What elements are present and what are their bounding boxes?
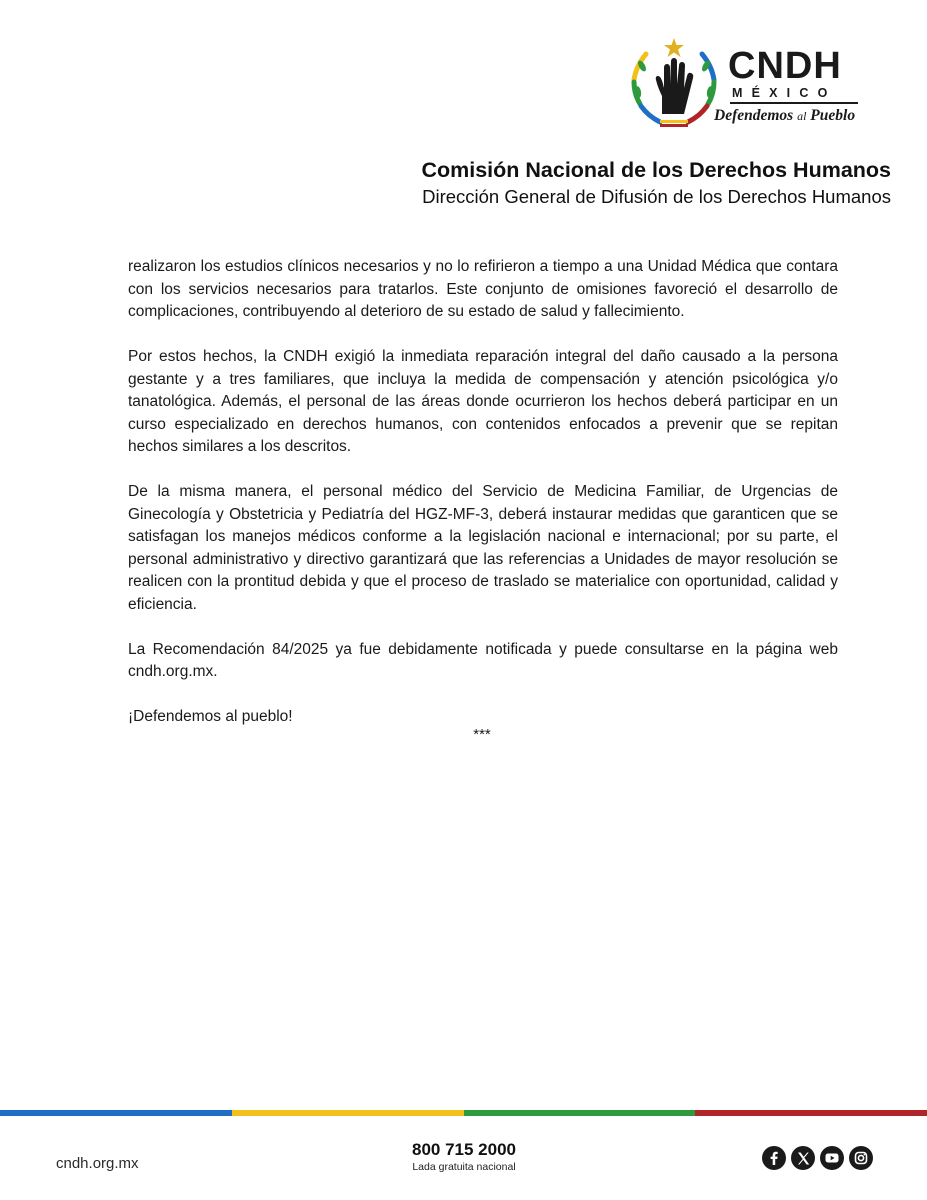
footer-url-link[interactable]: cndh.org.mx — [56, 1155, 139, 1172]
logo-motto — [714, 106, 864, 126]
logo-country: MÉXICO — [732, 86, 837, 100]
footer-phone-note: Lada gratuita nacional — [412, 1161, 516, 1173]
instagram-icon[interactable] — [849, 1146, 873, 1170]
motto-part-1: Defendemos — [714, 107, 794, 124]
motto-part-2: al — [797, 109, 807, 123]
footer-color-bar — [0, 1110, 927, 1116]
paragraph-2: Por estos hechos, la CNDH exigió la inmediata reparación integral del daño causado a la persona gestante y a tres familiares, que incluya la medida de compensación y atención psicológica y/o tanatológica. Además, el personal de las áreas donde ocurrieron los hechos deberá participar en un curso especializado en derechos humanos, con contenidos enfocados a prevenir que se repitan hechos similares a los descritos. — [128, 348, 838, 455]
x-icon[interactable] — [791, 1146, 815, 1170]
logo-name: CNDH — [728, 45, 842, 87]
facebook-icon[interactable] — [762, 1146, 786, 1170]
cndh-logo — [624, 36, 860, 132]
paragraph-1: realizaron los estudios clínicos necesarios y no lo refirieron a tiempo a una Unidad Médica que contara con los servicios necesarios para tratarlos. Este conjunto de omisiones favoreció el desarrollo de complicaciones, contribuyendo al deterioro de su estado de salud y fallecimiento. — [128, 258, 838, 320]
hand-emblem-icon — [624, 36, 724, 132]
paragraph-3: De la misma manera, el personal médico del Servicio de Medicina Familiar, de Urgencias de Ginecología y Obstetricia y Pediatría del HGZ-MF-3, deberá instaurar medidas que garanticen que se satisfagan los manejos médicos conforme a la legislación nacional e internacional; por su parte, el personal administrativo y directivo garantizará que las referencias a Unidades de mayor resolución se realicen con la prontitud debida y que el proceso de traslado se materialice con oportunidad, calidad y eficiencia. — [128, 483, 838, 613]
separator-stars: *** — [473, 726, 491, 743]
logo-rule — [730, 102, 858, 104]
page-title: Comisión Nacional de los Derechos Humanos — [421, 158, 891, 182]
bar-segment-blue — [0, 1110, 232, 1116]
closing-line: ¡Defendemos al pueblo! — [128, 708, 293, 725]
bar-segment-green — [464, 1110, 696, 1116]
bar-segment-yellow — [232, 1110, 464, 1116]
motto-part-3: Pueblo — [810, 107, 856, 124]
paragraph-4: La Recomendación 84/2025 ya fue debidamente notificada y puede consultarse en la página web cndh.org.mx. — [128, 640, 838, 680]
social-links — [762, 1146, 873, 1170]
page-subtitle: Dirección General de Difusión de los Derechos Humanos — [422, 186, 891, 207]
footer-phone: 800 715 2000 — [412, 1140, 516, 1159]
document-body — [128, 256, 838, 729]
youtube-icon[interactable] — [820, 1146, 844, 1170]
bar-segment-red — [695, 1110, 927, 1116]
